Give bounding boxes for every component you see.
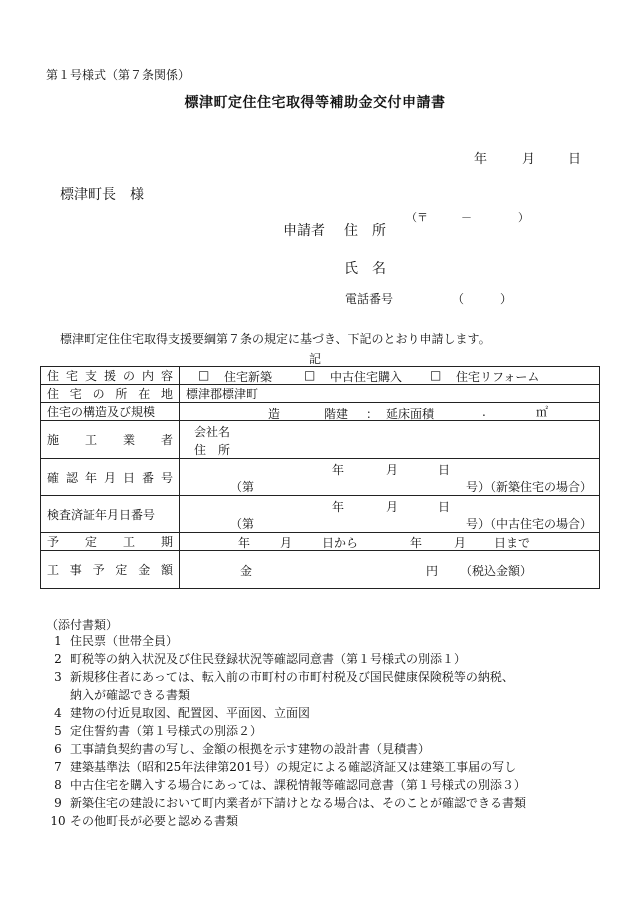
ki-heading: 記 [308, 352, 321, 366]
list-item [46, 776, 526, 794]
confirmation-number-open: （第 [230, 480, 255, 494]
applicant-label: 申請者 [283, 223, 325, 239]
confirmation-year: 年 [332, 463, 345, 477]
inspection-day: 日 [438, 500, 451, 514]
confirmation-label: 確認年月日番号 [47, 470, 173, 485]
list-item-number: 2 [54, 652, 62, 666]
list-item-text: その他町長が必要と認める書類 [70, 814, 239, 828]
list-item-number: 8 [54, 778, 62, 792]
confirmation-number-close: 号）（新築住宅の場合） [466, 480, 593, 494]
list-item-number: 3 [54, 670, 62, 684]
amount-label: 工事予定金額 [47, 563, 173, 577]
row-inspection [41, 496, 600, 533]
list-item-text: 新築住宅の建設において町内業者が下請けとなる場合は、そのことが確認できる書類 [70, 796, 527, 810]
schedule-start-month: 月 [280, 536, 293, 550]
list-item [46, 722, 526, 740]
row-contractor [41, 421, 600, 459]
row-support-type [41, 367, 600, 385]
list-item-text: 住民票（世帯全員） [70, 634, 179, 648]
inspection-number-open: （第 [230, 517, 255, 531]
row-amount [41, 551, 600, 589]
intro-text: 標津町定住住宅取得支援要綱第７条の規定に基づき、下記のとおり申請します。 [60, 332, 491, 346]
schedule-end-month: 月 [454, 536, 467, 550]
contractor-company-label: 会社名 [194, 425, 231, 439]
location-value: 標津郡標津町 [180, 385, 600, 403]
schedule-start-day: 日から [322, 536, 359, 550]
list-item-number: 4 [54, 706, 62, 720]
checkbox-new-build[interactable]: □ [198, 368, 210, 382]
phone-label: 電話番号 [345, 292, 394, 306]
list-item-text: 中古住宅を購入する場合にあっては、課税情報等確認同意書（第１号様式の別添３） [70, 778, 526, 792]
list-item-number: 6 [54, 742, 62, 756]
inspection-month: 月 [386, 500, 399, 514]
row-structure [41, 403, 600, 421]
address-label: 住 所 [344, 223, 386, 239]
row-confirmation [41, 459, 600, 496]
date-month: 月 [522, 152, 536, 167]
list-item-number: 10 [50, 814, 66, 828]
list-item-number: 7 [54, 760, 62, 774]
date-day: 日 [568, 152, 582, 167]
option-used-house-label: 中古住宅購入 [330, 370, 403, 384]
contractor-label: 施工業者 [47, 433, 173, 447]
support-type-label: 住宅支援の内容 [47, 369, 173, 383]
schedule-end-year: 年 [410, 536, 423, 550]
attachments-list [46, 632, 526, 830]
list-item-number: 5 [54, 724, 62, 738]
list-item-number: 1 [54, 634, 62, 648]
list-item-text: 町税等の納入状況及び住民登録状況等確認同意書（第１号様式の別添１） [70, 652, 467, 666]
option-new-build-label: 住宅新築 [224, 370, 273, 384]
checkbox-used-house[interactable]: □ [304, 368, 316, 382]
list-item-number: 9 [54, 796, 62, 810]
inspection-year: 年 [332, 500, 345, 514]
location-label: 住宅の所在地 [47, 387, 173, 401]
structure-area-label: 延床面積 [386, 407, 435, 421]
list-item [46, 740, 526, 758]
row-location [41, 385, 600, 403]
structure-zou: 造 [268, 407, 281, 421]
inspection-number-close: 号）（中古住宅の場合） [466, 517, 593, 531]
structure-area-unit: ㎡ [536, 405, 549, 419]
application-table [40, 366, 600, 589]
list-item-text: 工事請負契約書の写し、金額の根拠を示す建物の設計書（見積書） [70, 742, 431, 756]
form-number: 第１号様式（第７条関係） [46, 68, 191, 82]
list-item [46, 794, 526, 812]
contractor-address-label: 住 所 [194, 443, 231, 457]
list-item [46, 632, 526, 650]
postal-open: （〒 [406, 211, 428, 224]
list-item [46, 668, 526, 704]
postal-close: ） [518, 211, 529, 224]
name-label: 氏 名 [344, 261, 386, 277]
document-title: 標津町定住住宅取得等補助金交付申請書 [184, 95, 446, 111]
list-item [46, 758, 526, 776]
checkbox-reform[interactable]: □ [430, 368, 442, 382]
addressee: 標津町長 様 [60, 187, 144, 203]
row-schedule [41, 533, 600, 551]
schedule-start-year: 年 [238, 536, 251, 550]
structure-label: 住宅の構造及び規模 [41, 403, 180, 421]
confirmation-month: 月 [386, 463, 399, 477]
amount-tax-note: （税込金額） [460, 564, 533, 578]
list-item-text: 建築基準法（昭和25年法律第201号）の規定による確認済証又は建築工事届の写し [70, 760, 517, 774]
attachments-heading: （添付書類） [46, 618, 119, 632]
phone-close: ） [500, 292, 513, 306]
amount-kin: 金 [240, 564, 253, 578]
structure-floors: 階建 [324, 407, 349, 421]
inspection-label: 検査済証年月日番号 [41, 496, 180, 533]
list-item-text: 新規移住者にあっては、転入前の市町村の市町村税及び国民健康保険税等の納税、 納入が確認できる書類 [70, 670, 514, 702]
phone-open: （ [452, 292, 465, 306]
schedule-label: 予定工期 [47, 535, 173, 549]
schedule-end-day: 日まで [494, 536, 531, 550]
structure-colon: ： [366, 407, 379, 421]
list-item [46, 650, 526, 668]
date-year: 年 [474, 152, 488, 167]
list-item-text: 定住誓約書（第１号様式の別添２） [70, 724, 263, 738]
list-item [46, 812, 526, 830]
list-item-text: 建物の付近見取図、配置図、平面図、立面図 [70, 706, 311, 720]
structure-area-dot: . [482, 405, 486, 419]
amount-yen: 円 [426, 564, 439, 578]
confirmation-day: 日 [438, 463, 451, 477]
postal-dash: － [461, 211, 472, 224]
list-item [46, 704, 526, 722]
option-reform-label: 住宅リフォーム [456, 370, 540, 384]
